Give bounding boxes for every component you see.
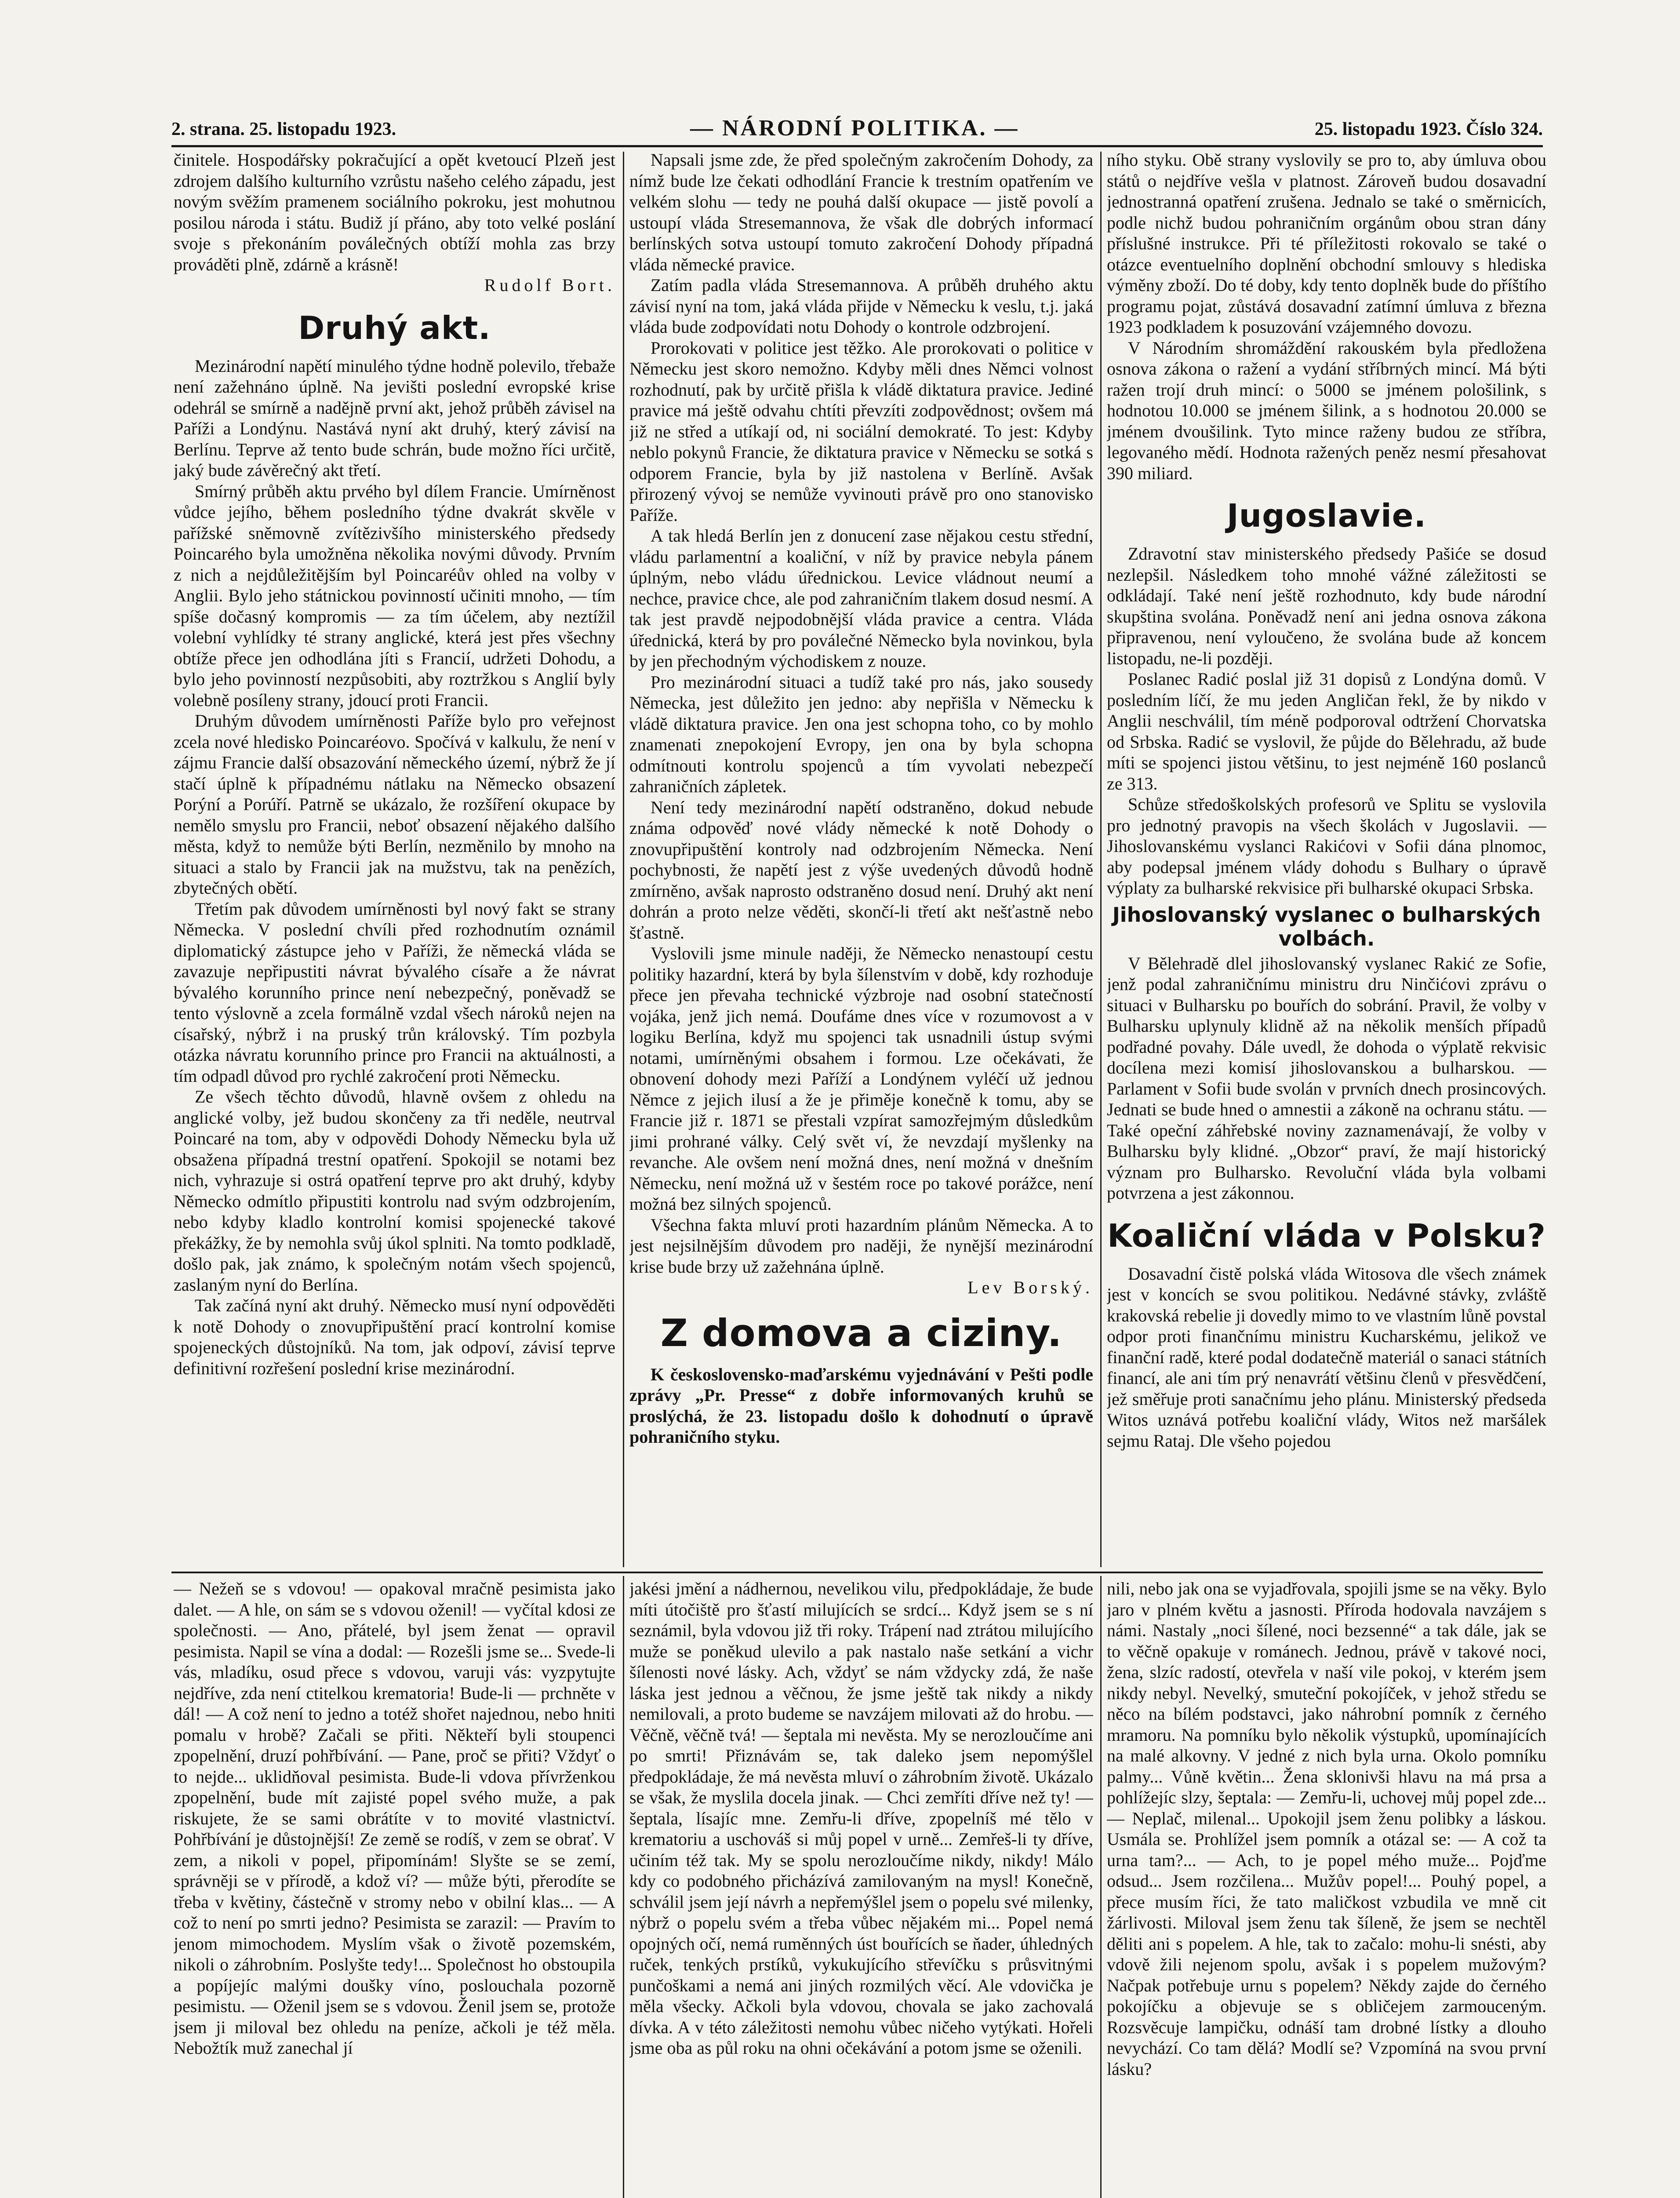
paragraph: Prorokovati v politice jest těžko. Ale prorokovati o politice v Německu jest skoro nemožno. Kdyby měli dnes Němci volnost rozhodnutí, pak by určitě přišla k vládě diktatura pravice. Jediné pravice má ještě odvahu chtíti převzíti zodpovědnost; ovšem má již ne střed a utíkají od, ni sociální demokraté. To jest: Kdyby neblo pokynů Francie, že diktatura pravice v Německu se sotká s odporem Francie, byla by již nastolena v Berlíně. Avšak přirozený vývoj se nemůže vyvinouti právě pro ono stanovisko Paříže. bbox=[629, 338, 1093, 525]
header-rule bbox=[171, 145, 1543, 147]
paragraph: ního styku. Obě strany vyslovily se pro to, aby úmluva obou států o nejdříve vešla v platnost. Zároveň budou dosavadní jednostranná opatření zrušena. Jednalo se také o směrnicích, podle nichž budou pohraničním orgánům obou stran dány příslušné instrukce. Při té příležitosti rokovalo se také o otázce eventuelního doplnění obchodní smlouvy s hlediska výměny zboží. Do té doby, kdy tento doplněk bude do příštího programu pojat, zůstává dosavadní zatímní úmluva z března 1923 podkladem k posuzování vzájemného dovozu. bbox=[1107, 150, 1546, 337]
paragraph: Třetím pak důvodem umírněnosti byl nový fakt se strany Německa. V poslední chvíli před rozhodnutím oznámil diplomatický zástupce jeho v Paříži, že německá vláda se zavazuje nepřipustiti návrat bývalého císaře a že návrat bývalého korunního prince není nebezpečný, poněvadž se tento výslovně a zcela formálně vzdal všech nároků nejen na císařský, nýbrž i na pruský trůn královský. Tím pozbyla otázka návratu korunního prince pro Francii na aktuálnosti, a tím odpadl důvod pro rychlé zakročení proti Německu. bbox=[174, 899, 615, 1086]
paragraph: Schůze středoškolských profesorů ve Splitu se vyslovila pro jednotný pravopis na všech školách v Jugoslavii. — Jihoslovanskému vyslanci Rakićovi v Sofii dána plnomoc, aby podepsal jménem vlády dohodu s Bulhary o úpravě výplaty za bulharské rekvisice při bulharské okupaci Srbska. bbox=[1107, 794, 1546, 898]
feuilleton-column-2 bbox=[629, 1578, 1093, 2198]
page-header bbox=[171, 115, 1543, 146]
paragraph: Mezinárodní napětí minulého týdne hodně polevilo, třebaže není zažehnáno úplně. Na jevišti poslední evropské krise odehrál se smírně a nadějně první akt, jehož průběh závisel na Paříži a Londýnu. Nastává nyní akt druhý, který závisí na Berlínu. Teprve až tento bude schrán, bude možno říci určitě, jaký bude závěrečný akt třetí. bbox=[174, 356, 615, 480]
section-title: Jugoslavie. bbox=[1227, 497, 1426, 534]
section-title: Z domova a ciziny. bbox=[660, 1311, 1062, 1355]
paragraph: Všechna fakta mluví proti hazardním plánům Německa. A to jest nejsilnějším důvodem pro naději, že nynější mezinárodní krise bude brzy už zažehnána úplně. bbox=[629, 1215, 1093, 1277]
paragraph: Napsali jsme zde, že před společným zakročením Dohody, za nímž bude lze čekati odhodlání Francie k trestním opatřením ve velkém slohu — tedy ne pouhá další okupace — jistě povolí a ustoupí vláda Stresemannova, že však dle dobrých informací berlínských sotva ustoupí tomuto zakročení Dohody případná vláda německé pravice. bbox=[629, 150, 1093, 274]
paragraph: Druhým důvodem umírněnosti Paříže bylo pro veřejnost zcela nové hledisko Poincaréovo. Spočívá v kalkulu, že není v zájmu Francie další obsazování německého území, nýbrž že jí stačí úplně k případnému nátlaku na Německo obsazení Porýní a Porúří. Patrně se ukázalo, že rozšíření okupace by nemělo smyslu pro Francii, neboť obsazení nějakého dalšího města, když to nemůže býti Berlín, nezměnilo by mnoho na situaci a stalo by Francii jak na mužstvu, tak na penězích, zbytečných obětí. bbox=[174, 711, 615, 898]
paragraph: Tak začíná nyní akt druhý. Německo musí nyní odpověděti k notě Dohody o znovupřipuštění prací kontrolní komise spojeneckých důstojníků. Na tom, jak odpoví, závisí teprve definitivní rozřešení poslední krise mezinárodní. bbox=[174, 1296, 615, 1378]
article-title: Koaliční vláda v Polsku? bbox=[1107, 1217, 1546, 1254]
feuilleton-column-1 bbox=[174, 1578, 615, 2198]
feuilleton-rule bbox=[171, 1572, 1543, 1573]
paragraph: A tak hledá Berlín jen z donucení zase nějakou cestu střední, vládu parlamentní a koaliční, v níž by pravice nebyla pánem úplným, nebo vládu úřednickou. Levice vládnout neumí a nechce, pravice chce, ale pod zahraničním tlakem dosud nesmí. A tak jest pravdě nejpodobnější vláda pravice a centra. Vláda úřednická, která by pro poválečné Německo byla novinkou, byla by jen přechodným východiskem z nouze. bbox=[629, 526, 1093, 671]
author-signature: Rudolf Bort. bbox=[484, 275, 615, 295]
feuilleton-rule-1 bbox=[623, 1576, 624, 2198]
column-2 bbox=[629, 149, 1093, 1567]
feuilleton-text: — Nežeň se s vdovou! — opakoval mračně pesimista jako dalet. — A hle, on sám se s vdovou oženil! — vyčítal kdosi ze společnosti. — Ano, přátelé, byl jsem ženat — opravil pesimista. Napil se vína a dodal: — Rozešli jsme se... Svede-li vás, mladíku, osud přece s vdovou, varuji vás: vyzpytujte nejdříve, zda není ctitelkou krematoria! Bude-li — prchněte v dál! — A což není to jedno a totéž shořet najednou, nebo hniti pomalu v hrobě? Začali se přiti. Někteří byli stoupenci zpopelnění, druzí pohřbívání. — Pane, proč se přiti? Vždyť o to nejde... uklidňoval pesimista. Bude-li vdova přívrženkou zpopelnění, bude mít zajisté popel svého muže, a pak riskujete, že se sami obrátíte v to movité vlastnictví. Pohřbívání je důstojnější! Ze země se rodíš, v zem se obrať. V zem, a nikoli v popel, připomínám! Slyšte se se zemí, správněji se v přírodě, a kdož ví? — může býti, přerodíte se třeba v květiny, částečně v stromy nebo v obilní klas... — A což to není po smrti jedno? Pesimista se zarazil: — Pravím to jenom mimochodem. Myslím však o životě pozemském, nikoli o záhrobním. Poslyšte tedy!... Společnost ho obstoupila a popíjejíc malými doušky víno, poslouchala pozorně pesimistu. — Oženil jsem se s vdovou. Ženil jsem se, protože jsem ji miloval bez ohledu na peníze, ačkoli je též měla. Nebožtík muž zanechal jí bbox=[174, 1579, 615, 2058]
paragraph: Smírný průběh aktu prvého byl dílem Francie. Umírněnost vůdce jejího, během posledního týdne dvakrát skvěle v pařížské sněmovně zvítězivšího ministerského předsedy Poincarého byla umožněna několika novými důvody. Prvním z nich a nejdůležitějším byl Poincaréův ohled na volby v Anglii. Bylo jeho státnickou povinností učiniti mnoho, — tím spíše dočasný kompromis — za tím účelem, aby neztížil volební vyhlídky té strany anglické, která jest přes všechny obtíže přece jen odhodlána jíti s Francií, udržeti Dohodu, a bylo jeho povinností nezpůsobiti, aby roztržkou s Anglií byly volebně posíleny strany, jdoucí proti Francii. bbox=[174, 481, 615, 710]
paragraph: Zatím padla vláda Stresemannova. A průběh druhého aktu závisí nyní na tom, jaká vláda přijde v Německu k veslu, t.j. jaká vláda bude zodpovídati notu Dohody o kontrole odzbrojení. bbox=[629, 275, 1093, 337]
feuilleton-text: nili, nebo jak ona se vyjadřovala, spojili jsme se na věky. Bylo jaro v plném květu a jasnosti. Příroda hodovala navzájem s námi. Nastaly „noci šílené, noci bezsenné“ a tak dále, jak se to věčně opakuje v románech. Jednou, právě v takové noci, žena, slzíc radostí, otevřela v naší vile pokoj, v kterém jsem nikdy nebyl. Nevelký, smuteční pokojíček, v jehož středu se něco na bílém podstavci, jako náhrobní pomník z černého mramoru. Na pomníku bylo několik výstupků, upomínajících na malé alkovny. V jedné z nich byla urna. Okolo pomníku palmy... Vůně květin... Žena sklonivši hlavu na má prsa a pohlížejíc slzy, šeptala: — Zemřu-li, uchovej můj popel zde... — Neplač, milenal... Upokojil jsem ženu polibky a láskou. Usmála se. Prohlížel jsem pomník a otázal se: — A což ta urna tam?... — Ach, to je popel mého muže... Pojďme odsud... Jsem rozčilena... Mužův popel!... Pouhý popel, a přece musím říci, že tato maličkost vzbudila ve mně cit žárlivosti. Miloval jsem ženu tak šíleně, že jsem se nechtěl děliti ani s popelem. A hle, tak to začalo: mohu-li snésti, aby vdově žili nejenom spolu, avšak i s popelem mužovým? Načpak potřebuje urnu s popelem? Někdy zajde do černého pokojíčku a objevuje se s obličejem zarmouceným. Rozsvěcuje lampičku, odnáší tam drobné lístky a dlouho nevychází. Co tam dělá? Modlí se? Vzpomíná na svou první lásku? bbox=[1107, 1579, 1546, 2079]
masthead: — NÁRODNÍ POLITIKA. — bbox=[690, 116, 1019, 141]
column-rule-1 bbox=[623, 152, 624, 1567]
paragraph: Ze všech těchto důvodů, hlavně ovšem z ohledu na anglické volby, jež budou skončeny za tři neděle, neutrval Poincaré na tom, aby v odpovědi Dohody Německu byla už obsažena případná trestní opatření. Spokojil se notami bez nich, vyhrazuje si ostrá opatření teprve pro akt druhý, kdyby Německo odmítlo připustiti kontrolu nad svým odzbrojením, nebo kdyby kladlo kontrolní komisi spojenecké takové překážky, že by nemohla svůj úkol splniti. Na tomto podkladě, došlo pak, jak známo, k společným notám všech spojenců, zaslaným nyní do Berlína. bbox=[174, 1087, 615, 1295]
column-3 bbox=[1107, 149, 1546, 1567]
article-subtitle: Jihoslovanský vyslanec o bulharských volbách. bbox=[1112, 902, 1541, 950]
paragraph: Poslanec Radić poslal již 31 dopisů z Londýna domů. V posledním líčí, že mu jeden Angličan řekl, že by nikdo v Anglii neschválil, tím méně podporoval odtržení Chorvatska od Srbska. Radić se vyslovil, že půjde do Bělehradu, až bude míti se spojenci jistou většinu, to jest nejméně 160 poslanců ze 313. bbox=[1107, 669, 1546, 793]
column-rule-2 bbox=[1100, 152, 1102, 1567]
article-title: Druhý akt. bbox=[298, 309, 491, 346]
paragraph: V Bělehradě dlel jihoslovanský vyslanec Rakić ze Sofie, jenž podal zahraničnímu ministru dru Ninčićovi zprávu o situaci v Bulharsku po bouřích do sobrání. Pravil, že volby v Bulharsku uplynuly klidně až na několik menších případů podřadné povahy. Dále uvedl, že dohoda o výplatě rekvisic docílena mezi komisí jihoslovanskou a bulharskou. — Parlament v Sofii bude svolán v prvních dnech prosincových. Jednati se bude hned o amnestii a zákoně na ochranu státu. — Také opeční záhřebské noviny zaznamenávají, že volby v Bulharsku byly klidné. „Obzor“ praví, že mají historický význam pro Bulharsko. Revoluční vláda byla volbami potvrzena a jest zákonnou. bbox=[1107, 953, 1546, 1203]
paragraph: Pro mezinárodní situaci a tudíž také pro nás, jako sousedy Německa, jest důležito jen jedno: aby nepřišla v Německu k vládě diktatura pravice. Jen ona jest schopna toho, co by mohlo znamenati znepokojení Evropy, jen ona by byla schopna odmítnouti kontrolu spojenců a tím vyvolati nebezpečí zahraničních zápletek. bbox=[629, 672, 1093, 796]
paragraph: Není tedy mezinárodní napětí odstraněno, dokud nebude známa odpověď nové vlády německé k notě Dohody o znovupřipuštění kontroly nad odzbrojením Německa. Není pochybnosti, že napětí jest z výše uvedených důvodů hodně zmírněno, avšak naprosto odstraněno dosud není. Druhý akt není dohrán a proto nelze věděti, skončí-li třetí akt nešťastně nebo šťastně. bbox=[629, 797, 1093, 943]
feuilleton-rule-2 bbox=[1100, 1576, 1102, 2198]
header-date-left: 2. strana. 25. listopadu 1923. bbox=[171, 119, 396, 139]
column-1 bbox=[174, 149, 615, 1567]
paragraph: Zdravotní stav ministerského předsedy Pašiće se dosud nezlepšil. Následkem toho mnohé vážné záležitosti se odkládají. Také není ještě rozhodnuto, kdy bude národní skupština svolána. Poněvadž není ani jedna osnova zákona připravenou, není vyloučeno, že svolána bude až koncem listopadu, ne-li později. bbox=[1107, 544, 1546, 668]
paragraph: V Národním shromáždění rakouském byla předložena osnova zákona o ražení a vydání stříbrných mincí. Má býti ražen trojí druh mincí: o 5000 se jménem pološilink, s hodnotou 10.000 se jménem šilink, a s hodnotou 20.000 se jménem dvoušilink. Tyto mince raženy budou ze stříbra, legovaného mědí. Hodnota ražených peněz nesmí přesahovat 390 miliard. bbox=[1107, 338, 1546, 483]
paragraph: Dosavadní čistě polská vláda Witosova dle všech známek jest v koncích se svou politikou. Nedávné stávky, zvláště krakovská rebelie ji dovedly mimo to ve vlastním lůně povstal odpor proti finančnímu ministru Kucharskému, jelikož ve finanční radě, které podal dodatečně materiál o sanaci státních financí, ale ani tím prý nenavrátí většinu členů v přesvědčení, jež směřuje proti sanačnímu jeho plánu. Ministerský předseda Witos uznává potřebu koaliční vlády, Witos než maršálek sejmu Rataj. Dle všeho pojedou bbox=[1107, 1263, 1546, 1451]
author-signature: Lev Borský. bbox=[967, 1277, 1093, 1297]
feuilleton-column-3 bbox=[1107, 1578, 1546, 2198]
header-date-right: 25. listopadu 1923. Číslo 324. bbox=[1314, 119, 1543, 139]
news-item: K československo-maďarskému vyjednávání v Pešti podle zprávy „Pr. Presse“ z dobře informovaných kruhů se proslýchá, že 23. listopadu došlo k dohodnutí o úpravě pohraničního styku. bbox=[629, 1364, 1093, 1447]
paragraph: Vyslovili jsme minule naději, že Německo nenastoupí cestu politiky hazardní, která by byla šílenstvím v době, kdy rozhoduje přece jen převaha technické výzbroje nad osobní statečností vojáka, jenž jich nemá. Doufáme dnes více v rozumovost a v logiku Berlína, když mu spojenci tak usnadnili ústup svými notami, umírněnými obsahem i formou. Lze očekávati, že obnovení dohody mezi Paříží a Londýnem vyléčí už jednou Němce z jejich ilusí a že je přiměje konečně k tomu, aby se Francie již r. 1871 se přestali vzpírat samozřejmým důsledkům jimi prohrané války. Celý svět ví, že nevzdají myšlenky na revanche. Ale ovšem není možná dnes, není možná v dnešním Německu, není možná už v šestém roce po takové porážce, není možná bez silných spojenců. bbox=[629, 943, 1093, 1214]
feuilleton-text: jakési jmění a nádhernou, nevelikou vilu, předpokládaje, že bude míti útočiště pro šťastí milujících se srdcí... Když jsem se s ní seznámil, byla vdovou již tři roky. Trápení nad ztrátou milujícího muže se poněkud ulevilo a pak nastalo naše setkání a vichr šílenosti nové lásky. Ach, vždyť se nám vždycky zdá, že naše láska jest jednou a věčnou, že jsme ještě tak nikdy a nikdy nemilovali, a proto budeme se navzájem milovati až do hrobu. — Věčně, věčně tvá! — šeptala mi nevěsta. My se nerozloučíme ani po smrti! Přiznávám se, tak daleko jsem nepomýšlel předpokládaje, že má nevěsta mluví o záhrobním životě. Ukázalo se však, že myslila docela jinak. — Chci zemříti dříve než ty! — šeptala, lísajíc mne. Zemřu-li dříve, zpopelníš mé tělo v krematoriu a uschováš si můj popel v urně... Zemřeš-li ty dříve, učiním též tak. My se spolu nerozloučíme nikdy, nikdy! Málo kdy co podobného přicházívá zamilovaným na mysl! Konečně, schválil jsem její návrh a nepřemýšlel jsem o popelu své milenky, nýbrž o popelu svém a třeba vůbec nějakém mi... Popel nemá opojných očí, nemá ruměnných úst bouřících se ňader, úhledných ruček, tenkých prstíků, vykukujícího střevíčku s průsvitnými punčoškami a nemá ani jiných rozmilých věcí. Ale vdovička je měla všecky. Ačkoli byla vdovou, chovala se jako zachovalá dívka. A v této záležitosti nemohu vůbec ničeho vytýkati. Hořeli jsme oba as půl roku na ohni očekávání a potom jsme se oženili. bbox=[629, 1579, 1093, 2058]
article-text: činitele. Hospodářsky pokračující a opět kvetoucí Plzeň jest zdrojem dalšího kulturního vzrůstu našeho celého západu, jest novým svěžím pramenem sociálního pokroku, jest mohutnou posilou národa i státu. Budiž jí přáno, aby toto velké poslání svoje s překonáním poválečných obtíží mohla zas brzy prováděti plně, zdárně a krásně! bbox=[174, 150, 615, 274]
